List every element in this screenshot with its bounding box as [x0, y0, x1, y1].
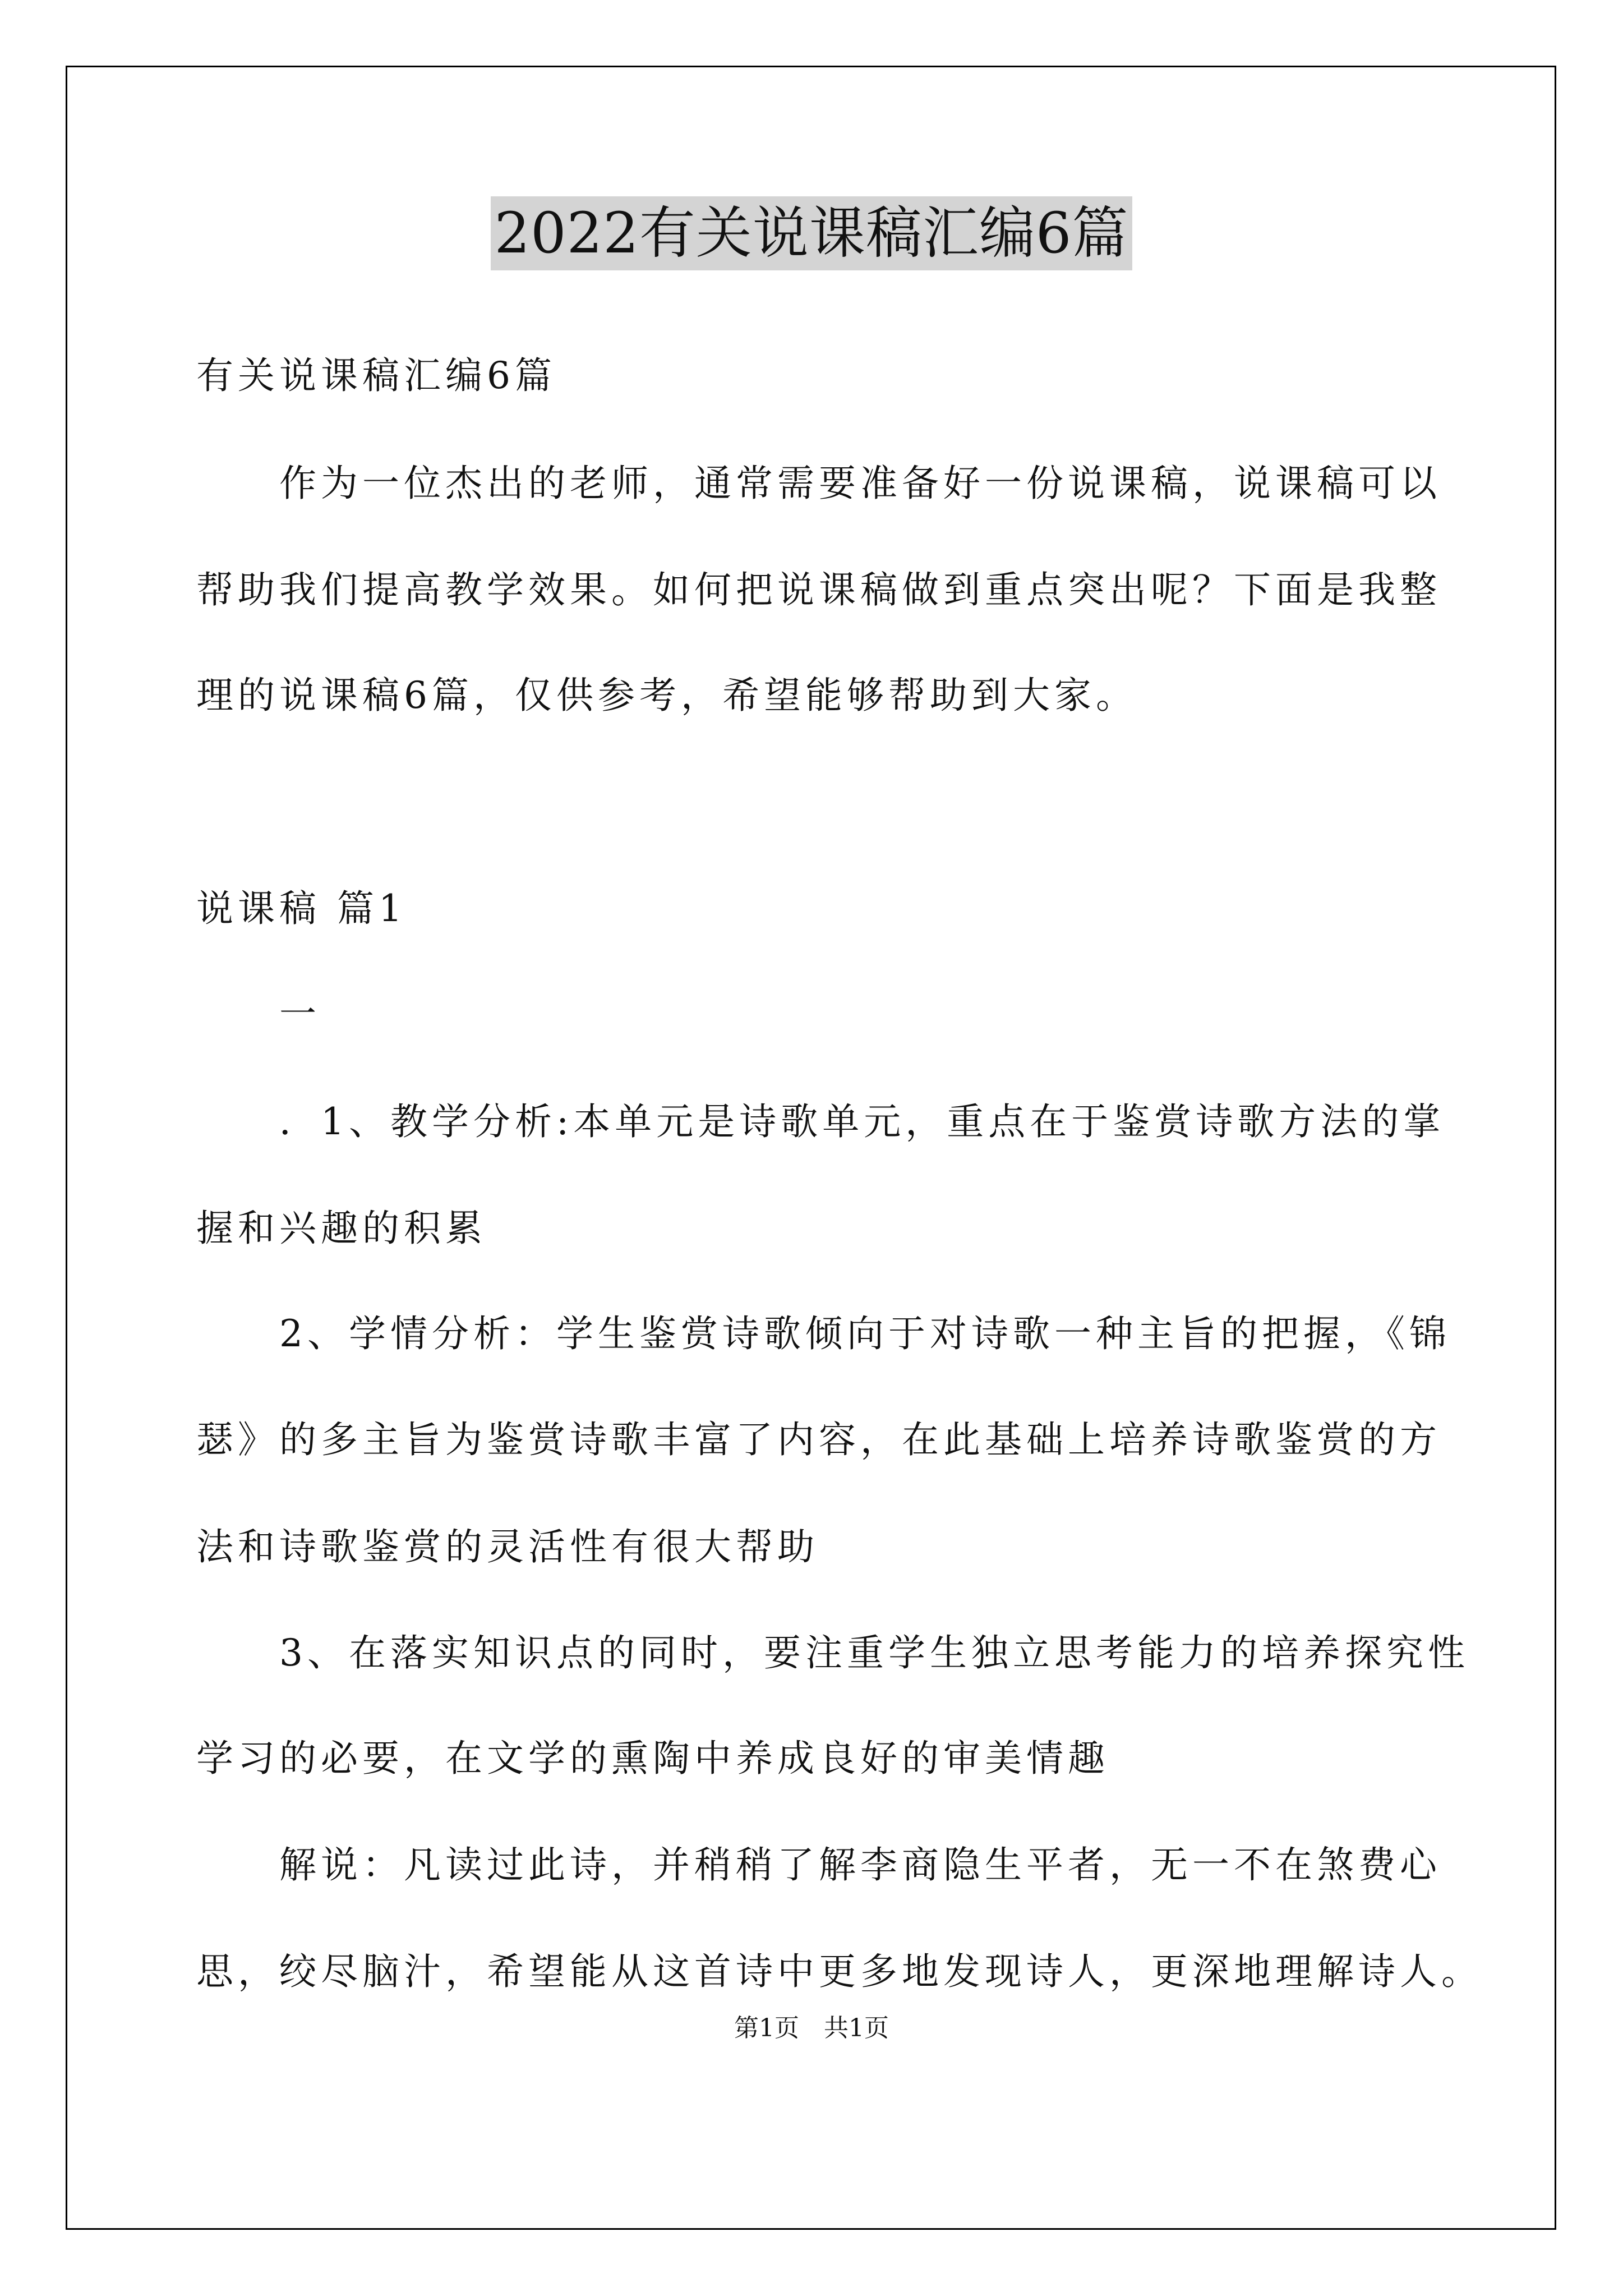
paragraph-line: ．1、教学分析:本单元是诗歌单元，重点在于鉴赏诗歌方法的掌	[196, 1100, 1445, 1143]
paragraph-line: 法和诗歌鉴赏的灵活性有很大帮助	[196, 1525, 819, 1568]
title-container	[0, 196, 1623, 270]
subtitle-line: 有关说课稿汇编6篇	[196, 354, 556, 397]
paragraph-line: 握和兴趣的积累	[196, 1207, 487, 1250]
document-title: 2022有关说课稿汇编6篇	[491, 196, 1132, 270]
paragraph-line: 瑟》的多主旨为鉴赏诗歌丰富了内容，在此基础上培养诗歌鉴赏的方	[196, 1418, 1441, 1461]
paragraph-line: 2、学情分析：学生鉴赏诗歌倾向于对诗歌一种主旨的把握，《锦	[196, 1312, 1451, 1355]
paragraph-line: 帮助我们提高教学效果。如何把说课稿做到重点突出呢？下面是我整	[196, 568, 1441, 611]
paragraph-line: 思，绞尽脑汁，希望能从这首诗中更多地发现诗人，更深地理解诗人。	[196, 1950, 1483, 1993]
paragraph-line: 学习的必要，在文学的熏陶中养成良好的审美情趣	[196, 1737, 1109, 1780]
paragraph-line: 作为一位杰出的老师，通常需要准备好一份说课稿，说课稿可以	[196, 462, 1441, 505]
paragraph-line: 解说：凡读过此诗，并稍稍了解李商隐生平者，无一不在煞费心	[196, 1843, 1441, 1887]
section-heading: 说课稿 篇1	[196, 887, 407, 930]
page-footer: 第1页 共1页	[734, 2014, 889, 2042]
paragraph-line: 理的说课稿6篇，仅供参考，希望能够帮助到大家。	[196, 674, 1137, 717]
paragraph-line: 3、在落实知识点的同时，要注重学生独立思考能力的培养探究性	[196, 1631, 1469, 1674]
paragraph-line: 一	[196, 992, 321, 1036]
